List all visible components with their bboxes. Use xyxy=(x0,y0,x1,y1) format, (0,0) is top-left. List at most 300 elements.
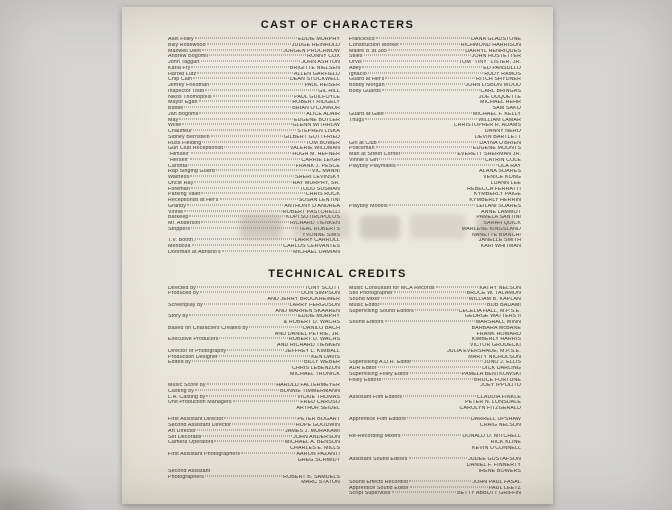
credit-name: JANELLE SMITH xyxy=(478,238,521,244)
credit-name: PAMELA SANTINI xyxy=(476,215,521,221)
credit-name: MARC STATON xyxy=(301,480,340,486)
credit-role: Maitre d' at 385 xyxy=(349,48,387,54)
dot-leader xyxy=(386,84,465,85)
credit-name: JOEY IPPOLITO xyxy=(480,383,521,389)
credit-name: RICK KLINE xyxy=(490,440,521,445)
credit-name: GREG SCHMIDT xyxy=(297,457,340,463)
credit-name: DANA GLADSTONE xyxy=(471,37,521,42)
credit-role: Directed by xyxy=(168,285,196,291)
credit-name: BILLY WEBER xyxy=(304,360,340,366)
dot-leader xyxy=(249,326,302,327)
dot-leader xyxy=(200,292,300,293)
dot-leader xyxy=(191,187,299,188)
credit-name: HOPE GOODWIN xyxy=(295,423,340,428)
credit-role: Apprentice Sound Editor xyxy=(349,485,409,491)
dot-leader xyxy=(214,441,283,442)
credit-name: STEPHEN LISKA xyxy=(297,129,340,134)
dot-leader xyxy=(365,118,477,119)
credit-role: Willie xyxy=(168,123,182,129)
credit-role: Foley Editors xyxy=(349,377,382,383)
dot-leader xyxy=(220,199,298,200)
credit-name: CRAIG NELSON xyxy=(479,423,521,428)
credit-name: EDDIE MURPHY xyxy=(298,37,340,42)
credit-name: PAUL GUILFOYLE xyxy=(294,94,340,100)
credit-role: Nikos Thomopolis xyxy=(168,94,212,100)
credit-name: ROBERT D. WACHS xyxy=(288,337,340,343)
dot-leader xyxy=(381,298,468,299)
dot-leader xyxy=(222,250,292,251)
dot-leader xyxy=(436,286,479,287)
credit-name: EUGENE MOUNTS xyxy=(472,146,521,152)
dot-leader xyxy=(194,181,291,182)
credit-role: Stiles xyxy=(349,54,363,60)
technical-column-left xyxy=(168,286,340,487)
credit-name: BRIAN O'CONNOR xyxy=(292,106,340,111)
credit-name: OLA RAY xyxy=(498,163,521,169)
credit-name: RICHARD TIENKEN xyxy=(290,221,340,226)
credit-name: MICHAEL F. KELLY xyxy=(472,111,521,117)
credit-name: VIC MANNI xyxy=(311,169,340,175)
credit-role: Ignacio xyxy=(349,71,367,77)
credit-role: Script Supervisor xyxy=(349,491,392,497)
dot-leader xyxy=(364,55,471,56)
credit-name: DARRYL HENRIQUES xyxy=(465,48,521,54)
dot-leader xyxy=(392,492,456,493)
credit-role: L.A. Casting by xyxy=(168,394,206,400)
credit-role: John Taggart xyxy=(168,60,200,65)
credit-role: Axel Foley xyxy=(168,37,194,42)
credit-name: NANETTE BIANCHI xyxy=(471,232,521,238)
credit-role: Billy Rosewood xyxy=(168,42,206,48)
credit-role: Girl at Club xyxy=(349,140,377,146)
dot-leader xyxy=(382,378,473,379)
credit-role: Russ Fielding xyxy=(168,140,202,146)
credit-role: Production Designer xyxy=(168,354,218,360)
dot-leader xyxy=(188,164,294,165)
credit-name: ROBERT PASTORELLI xyxy=(282,209,340,215)
credit-role: Casting by xyxy=(168,388,195,394)
credit-name: CHARLES E. MILLS xyxy=(290,446,340,451)
credit-role: Vinnie xyxy=(168,209,184,215)
credit-name: MARLENE KINGSLAND xyxy=(461,226,521,232)
dot-leader xyxy=(388,49,464,50)
credit-name: CARL BRINGAS xyxy=(480,88,521,94)
credit-role: Second Assistant xyxy=(168,468,211,474)
dot-leader xyxy=(409,458,468,459)
dot-leader xyxy=(210,84,303,85)
credit-name: JOHN LISBON WOOD xyxy=(465,83,521,88)
credit-role: Chauffeur xyxy=(168,129,193,134)
cast-section-title: CAST OF CHARACTERS xyxy=(260,19,415,31)
credit-name: CATRIN COLE xyxy=(484,157,521,163)
credit-role: Photographers xyxy=(168,474,205,480)
dot-leader xyxy=(227,349,284,350)
credit-name: BONNIE TIMMERMANN xyxy=(280,388,340,394)
credit-name: KYMBERLY PAIGE xyxy=(473,192,521,198)
credit-role: Gun Club Receptionist xyxy=(168,146,224,152)
credit-name: FRED CARUSO xyxy=(300,400,340,406)
credit-name: ALICE ADAIR xyxy=(306,111,340,117)
dot-leader xyxy=(410,372,461,373)
dot-leader xyxy=(389,204,476,205)
credit-role: Foreman xyxy=(168,186,190,192)
dot-leader xyxy=(379,158,483,159)
credit-name: PAMELA BENTKOWSKI xyxy=(461,371,521,377)
credit-role: Playboy Models xyxy=(349,203,388,209)
credit-name: RAY MURPHY, SR. xyxy=(292,180,340,186)
credit-name: ROBERT B. SAMUELS xyxy=(283,474,340,480)
credit-role: Orvis xyxy=(349,60,362,65)
credit-name: VALERIE WILDMAN xyxy=(290,146,340,152)
dot-leader xyxy=(400,43,460,44)
credit-name: ANTHONY D'ANDREA xyxy=(284,203,340,209)
dot-leader xyxy=(407,418,470,419)
credit-name: KYMBERLY HERRIN xyxy=(469,198,521,203)
credit-name: EDDIE MURPHY xyxy=(298,314,340,320)
credit-name: BRUCE FORTUNE xyxy=(474,377,521,383)
credit-name: DANNY NERO xyxy=(484,129,521,134)
credit-role: Supervising A.D.R. Editor xyxy=(349,360,412,366)
credit-name: AND WARREN SKAAREN xyxy=(275,308,340,314)
credit-role: Doorman at Adriano's xyxy=(168,249,221,255)
credit-name: BARBARA McBANE xyxy=(471,325,521,331)
dot-leader xyxy=(401,153,456,154)
credit-name: AND RICHARD TIENKEN xyxy=(276,343,340,348)
credit-name: REBECCA FERRATTI xyxy=(467,186,521,192)
dot-leader xyxy=(213,95,294,96)
credit-name: KEN DAVIS xyxy=(311,354,340,360)
technical-column-right xyxy=(349,286,521,498)
technical-section-title: TECHNICAL CREDITS xyxy=(268,267,407,280)
credit-role: Karla Fry xyxy=(168,65,191,71)
credit-role: Abey xyxy=(349,65,362,71)
credit-role: Thugs xyxy=(349,117,365,123)
credit-name: JOHN PAUL FASAL xyxy=(472,479,521,485)
credit-role: Still Photographer xyxy=(349,291,393,297)
credit-role: Guard at Hef's xyxy=(349,77,385,83)
dot-leader xyxy=(211,135,283,136)
dot-leader xyxy=(197,429,284,430)
credit-role: Re-Recording Mixers xyxy=(349,434,401,440)
credit-name: DONALD O. MITCHELL xyxy=(462,434,521,440)
credit-name: GILBERT GOTTFRIED xyxy=(283,134,340,140)
dot-leader xyxy=(187,204,283,205)
dot-leader xyxy=(376,147,472,148)
dot-leader xyxy=(192,361,303,362)
credit-name: HAROLD FALTERMEYER xyxy=(276,383,340,388)
dot-leader xyxy=(192,245,283,246)
credit-role: Maxwell Dent xyxy=(168,48,201,54)
credit-name: IRENE BOWERS xyxy=(478,468,521,474)
dot-leader xyxy=(376,38,470,39)
dot-leader xyxy=(205,475,282,476)
credit-role: Second Assistant Director xyxy=(168,423,232,428)
credit-name: KEVIN O'CONNELL xyxy=(471,445,521,451)
credit-role: Assistant Film Editors xyxy=(349,394,403,400)
program-page xyxy=(122,7,553,504)
credit-name: JUNO J. ELLIS xyxy=(483,360,521,366)
credit-role: Apprentice Film Editors xyxy=(349,417,407,423)
credit-role: Playboy Playmates xyxy=(349,163,396,169)
credit-name: DICK DARLING xyxy=(482,366,521,371)
dot-leader xyxy=(394,292,466,293)
credit-role: Executive Producers xyxy=(168,337,219,343)
cast-columns xyxy=(168,37,521,256)
credit-role: Jeffrey Friedman xyxy=(168,83,210,88)
dot-leader xyxy=(219,355,310,356)
credit-name: AARON PAZANTI xyxy=(296,451,340,457)
credit-name: JAMES J. MURAKAMI xyxy=(285,428,340,434)
credit-name: MICHAEL DAMIAN xyxy=(293,249,340,255)
credit-name: MICHAEL HEHR xyxy=(479,100,521,106)
credit-role: Mr. Anderson xyxy=(168,221,201,226)
technical-columns xyxy=(168,286,521,498)
dot-leader xyxy=(202,49,282,50)
credit-role: Strippers xyxy=(168,226,191,232)
credit-name: JOHN ASHTON xyxy=(301,60,340,65)
credit-role: Harold Lutz xyxy=(168,71,197,77)
credit-role: Francesco xyxy=(349,37,375,42)
credit-row xyxy=(349,491,521,497)
dot-leader xyxy=(378,141,479,142)
credit-role: Based on Characters Created by xyxy=(168,325,249,331)
credit-role: Rap Singing Guard xyxy=(168,169,215,175)
credit-role: Sidney Bernstein xyxy=(168,134,210,140)
credit-role: Sound Effects Recordist xyxy=(349,479,409,485)
credit-name: BRIGITTE NIELSEN xyxy=(289,65,340,71)
dot-leader xyxy=(191,66,288,67)
credit-role: Vinnie's Girl xyxy=(349,157,379,163)
credit-role: Music Score by xyxy=(168,383,206,388)
credit-name: KARI WHITMAN xyxy=(480,244,521,249)
credit-name: CARRIE LEIGH xyxy=(301,157,340,163)
credit-name: DEVIN BARTLETT xyxy=(474,134,521,140)
credit-name: LARRY CARROLL xyxy=(294,238,340,244)
credit-role: Screenplay by xyxy=(168,302,203,308)
credit-name: BRUCE W. TALAMON xyxy=(466,291,521,297)
credit-role: Man at Street Corner xyxy=(349,152,401,157)
credit-name: DEAN STOCKWELL xyxy=(289,77,340,83)
dot-leader xyxy=(199,112,305,113)
credit-name: JUDGE REINHOLD xyxy=(291,42,340,48)
credit-role: Waitress xyxy=(168,175,190,180)
dot-leader xyxy=(216,170,311,171)
dot-leader xyxy=(378,367,482,368)
credit-role: Body Guards xyxy=(349,88,382,94)
credit-name: EVERETT SHERMAN JR. xyxy=(457,152,521,157)
dot-leader xyxy=(410,486,488,487)
credit-role: ADR Editor xyxy=(349,366,377,371)
credit-name: ALLEN GARFIELD xyxy=(293,71,340,77)
credit-name: JEFFREY L. KIMBALL xyxy=(285,348,340,354)
credit-name: TOM "TINY" LISTER, JR. xyxy=(458,60,521,65)
dot-leader xyxy=(233,401,300,402)
credit-role: Barkeep xyxy=(168,215,189,221)
credit-name: JOHN ANDERSON xyxy=(293,434,340,440)
credit-row xyxy=(168,250,340,256)
credit-name: ARTHUR SEIDEL xyxy=(296,406,340,411)
dot-leader xyxy=(189,315,297,316)
credit-role: Biddle xyxy=(168,106,184,111)
credit-name: KATHY NELSON xyxy=(479,285,521,291)
credit-name: RITCH SHYDNER xyxy=(476,77,521,83)
credit-role: Jan Bogomil xyxy=(168,111,199,117)
dot-leader xyxy=(204,303,289,304)
credit-role: Edited by xyxy=(168,360,191,366)
dot-leader xyxy=(207,384,276,385)
credit-role: Granby xyxy=(168,203,186,209)
dot-leader xyxy=(385,112,472,113)
credit-role: T.V. Booth / xyxy=(168,238,197,244)
credit-name: ROBERT RIDGELY xyxy=(292,100,340,106)
credit-name: PETER BOGART xyxy=(297,417,340,423)
dot-leader xyxy=(190,176,294,177)
credit-name: & ROBERT D. WACHS xyxy=(283,320,340,325)
credit-role: Receptionist at Hef's xyxy=(168,198,219,203)
credit-name: AND JERRY BRUCKHEIMER xyxy=(267,297,340,302)
credit-name: YVONNE SIMS xyxy=(302,232,340,238)
dot-leader xyxy=(201,193,304,194)
dot-leader xyxy=(191,227,298,228)
credit-name: BOB BADAMI xyxy=(487,302,521,308)
credit-role: Bobby Morgan xyxy=(349,83,385,88)
dot-leader xyxy=(195,38,297,39)
credit-role: Produced by xyxy=(168,291,199,297)
dot-leader xyxy=(415,309,458,310)
credit-name: CARLOS CERVANTES xyxy=(283,244,340,249)
credit-name: FRANK J. PESCE xyxy=(295,163,340,169)
credit-name: ED PANSULLO xyxy=(483,65,521,71)
dot-leader xyxy=(195,389,279,390)
credit-role: Music Consultant for MCA Records xyxy=(349,285,435,291)
dot-leader xyxy=(412,361,483,362)
credit-name: LEILANI SOARES xyxy=(476,203,521,209)
photo-corner-shadow xyxy=(0,465,90,510)
credit-role: "Himself" xyxy=(168,152,191,157)
credit-name: CHRIS LEBENZON xyxy=(292,366,340,371)
dot-leader xyxy=(224,147,289,148)
credit-role: Camera Operators xyxy=(168,440,214,446)
credit-name: JOHN HOSTETTER xyxy=(471,54,521,60)
dot-leader xyxy=(224,418,296,419)
credit-name: TODD SUSMAN xyxy=(299,186,340,192)
credit-role: Sound Mixer xyxy=(349,297,380,302)
credit-name: VENICE KONG xyxy=(483,175,521,180)
credit-name: MICHAEL TRONICK xyxy=(289,371,340,377)
credit-role: Art Director xyxy=(168,428,196,434)
dot-leader xyxy=(193,130,296,131)
dot-leader xyxy=(191,153,291,154)
dot-leader xyxy=(201,61,301,62)
dot-leader xyxy=(409,480,471,481)
credit-name: JURGEN PROCHNOW xyxy=(283,48,340,54)
credit-role: Andrew Bogomil xyxy=(168,54,208,60)
credit-role: Music Editor xyxy=(349,302,380,308)
credit-role: Supervising Sound Editors xyxy=(349,308,414,314)
dot-leader xyxy=(368,72,483,73)
credit-name: JOE DUQUETTE xyxy=(478,94,521,100)
credit-name: HUGH M. HEFNER xyxy=(292,152,340,157)
credit-name: DON SIMPSON xyxy=(301,291,340,297)
dot-leader xyxy=(201,222,289,223)
credit-name: PAUL LEETZ xyxy=(488,485,521,491)
credit-role: Unit Production Managers xyxy=(168,400,232,406)
dot-leader xyxy=(199,101,292,102)
credit-name: JULIA EVERSHADE, M.P.S.E. xyxy=(447,348,521,354)
credit-name: KOPI SOTIROPULOS xyxy=(286,215,340,221)
dot-leader xyxy=(197,72,293,73)
credit-role: Supervising Foley Editor xyxy=(349,371,409,377)
dot-leader xyxy=(380,303,486,304)
credit-role: Uncle Ray xyxy=(168,180,194,186)
credit-row xyxy=(349,244,521,250)
credit-name: SHERI LEVINSKY xyxy=(295,175,340,180)
credit-name: MARSHALL WINN xyxy=(475,320,521,325)
credit-name: GLENN WITHROW xyxy=(292,123,340,129)
cast-column-right xyxy=(349,37,521,250)
credit-name: GIL HILL xyxy=(318,88,340,94)
dot-leader xyxy=(385,321,475,322)
dot-leader xyxy=(403,395,476,396)
dot-leader xyxy=(190,158,300,159)
credit-name: ANNE LAMMOT xyxy=(481,209,521,215)
credit-role: First Assistant Director xyxy=(168,417,224,423)
dot-leader xyxy=(193,78,289,79)
dot-leader xyxy=(209,55,306,56)
credit-name: VICTOR GRODECKI xyxy=(469,343,521,348)
dot-leader xyxy=(189,216,285,217)
credit-name: MICHAEL A. BENSON xyxy=(284,440,340,446)
credit-name: CECELIA HALL, M.P.S.E. xyxy=(458,308,521,314)
dot-leader xyxy=(179,118,293,119)
dot-leader xyxy=(402,435,462,436)
credit-role: Chip Cain xyxy=(168,77,193,83)
credit-name: SAM SAKO xyxy=(492,106,521,111)
credit-role: Mayor Egan xyxy=(168,100,198,106)
credit-name: WILLIAM B. KAPLAN xyxy=(468,297,521,302)
credit-role: Assistant Sound Editors xyxy=(349,457,408,462)
credit-role: Story by xyxy=(168,314,189,320)
credit-role: Guard at Gate xyxy=(349,111,384,117)
credit-name: KIMBERLY HARRIS xyxy=(471,337,521,343)
credit-name: GEORGE WATTERS II xyxy=(464,314,521,320)
credit-role: Director of Photography xyxy=(168,348,227,354)
credit-role: Set Decorator xyxy=(168,434,202,440)
credit-name: CHRISTOPHER R. ADAMS xyxy=(453,123,521,129)
credit-name: DARRELL UPSHAW xyxy=(470,417,521,423)
dot-leader xyxy=(202,141,305,142)
credit-name: TEAL ROBERTS xyxy=(298,226,340,232)
credit-role: Carlotta xyxy=(168,163,188,169)
credit-name: CAROLYN FITZGERALD xyxy=(459,406,521,411)
dot-leader xyxy=(219,338,287,339)
credit-name: LUANN LEE xyxy=(490,180,521,186)
dot-leader xyxy=(241,452,295,453)
credit-name: CHRIS ROCK xyxy=(305,192,340,198)
credit-name: ALANA SOARES xyxy=(479,169,521,175)
credit-name: DAYNA O'BRIEN xyxy=(479,140,521,146)
dot-leader xyxy=(232,424,295,425)
credit-row xyxy=(168,480,340,486)
credit-role: Parking Valet xyxy=(168,192,201,198)
credit-name: PAUL REISER xyxy=(304,83,340,88)
dot-leader xyxy=(184,210,282,211)
credit-name: RUDY RAMOS xyxy=(484,71,521,77)
credit-role: First Assistant Photographers xyxy=(168,451,241,457)
credit-name: BETTY ABBOTT GRIFFIN xyxy=(457,491,521,497)
dot-leader xyxy=(382,89,480,90)
dot-leader xyxy=(362,66,482,67)
